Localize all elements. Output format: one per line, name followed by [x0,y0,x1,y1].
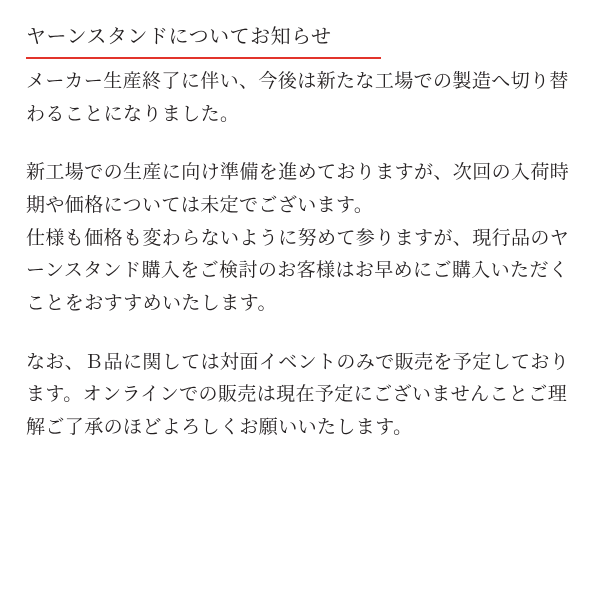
paragraph-2: 新工場での生産に向け準備を進めておりますが、次回の入荷時期や価格については未定でございます。 [26,162,570,217]
title-underline [26,57,381,59]
paragraph-spacer-2 [26,321,574,347]
paragraph-1: メーカー生産終了に伴い、今後は新たな工場での製造へ切り替わることになりました。 [26,71,569,125]
paragraph-3: 仕様も価格も変わらないように努めて参りますが、現行品のヤーンスタンド購入をご検討のお客様はお早めにご購入いただくことをおすすめいたします。 [26,227,570,315]
page-title: ヤーンスタンドについてお知らせ [26,26,332,48]
paragraph-spacer-1 [26,131,574,157]
paragraph-4: なお、Ｂ品に関しては対面イベントのみで販売を予定しております。オンラインでの販売は現在予定にございませんことご理解ご了承のほどよろしくお願いいたします。 [26,351,570,439]
